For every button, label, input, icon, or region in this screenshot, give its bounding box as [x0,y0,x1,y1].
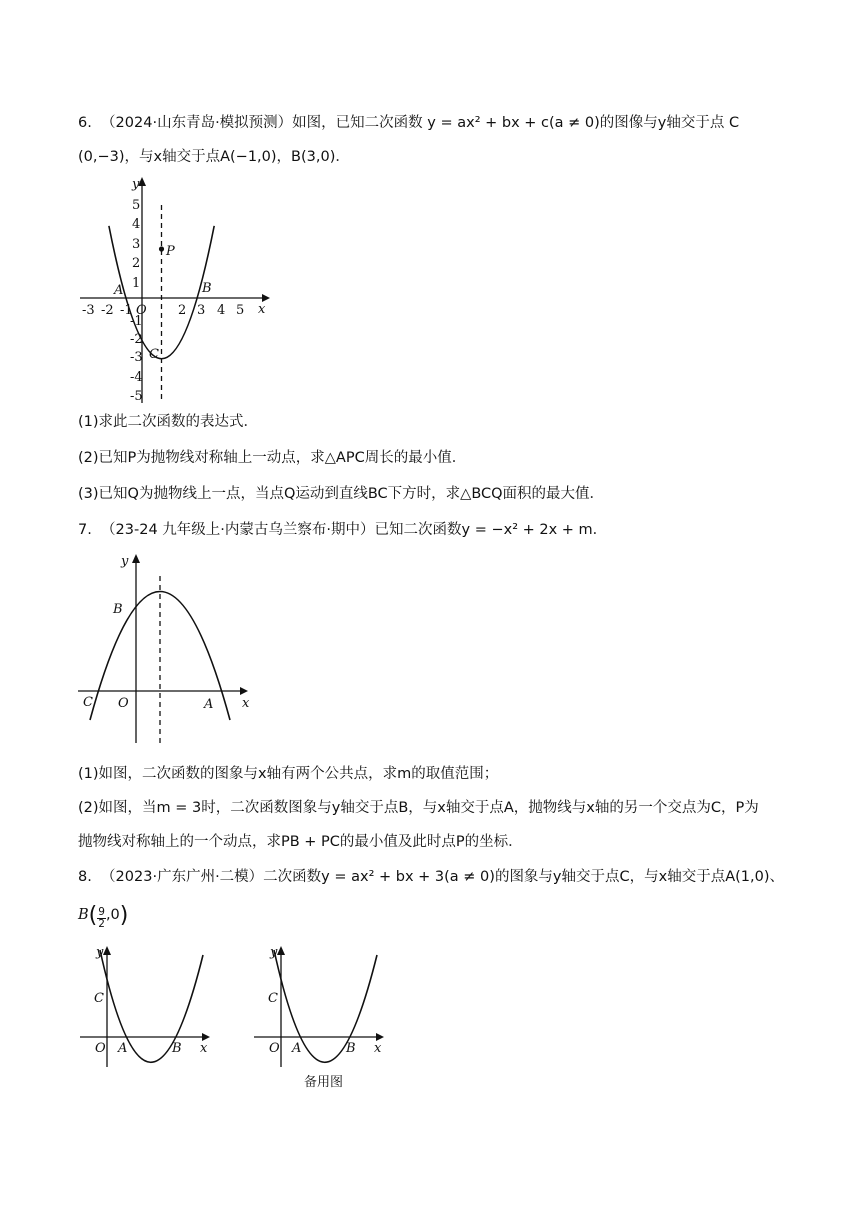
x-arrow [202,1033,210,1041]
q7-label-b: B [113,602,123,617]
q8-2-x-label: x [374,1041,382,1056]
q6-origin-label: O [136,303,147,318]
q7-sub2-line2: 抛物线对称轴上的一个动点，求PB + PC的最小值及此时点P的坐标． [78,834,523,850]
q6-x-tick: -2 [101,303,114,318]
q6-label-b: B [202,281,212,296]
q7-stem: 7. （23-24 九年级上·内蒙古乌兰察布·期中）已知二次函数y = −x² + 2x + m． [78,522,608,538]
q7-label-c: C [83,695,93,710]
q8-1-label-c: C [94,991,104,1006]
q8-2-y-label: y [270,945,278,960]
q6-x-tick: 4 [217,303,226,318]
q8-figure-2 [252,940,392,1075]
q8-1-label-a: A [118,1041,128,1056]
q8-2-label-a: A [292,1041,302,1056]
x-arrow [376,1033,384,1041]
q6-y-tick: 1 [132,276,141,291]
q8-stem-line1: 8. （2023·广东广州·二模）二次函数y = ax² + bx + 3(a ≠ 0)的图象与y轴交于点C，与x轴交于点A(1,0)、 [78,869,785,885]
y-arrow [277,946,285,955]
x-arrow [262,294,270,302]
q8-1-label-o: O [95,1041,106,1056]
q8-1-y-label: y [96,945,104,960]
q6-x-tick: -1 [120,303,133,318]
q6-x-tick: 2 [178,303,187,318]
q6-x-label: x [258,302,266,317]
q8-frac-den: 2 [98,918,105,930]
q8-2-label-b: B [346,1041,356,1056]
q6-y-label: y [132,177,140,192]
q6-sub1: (1)求此二次函数的表达式． [78,414,259,430]
y-arrow [132,554,140,563]
q7-label-o: O [118,696,129,711]
q6-x-tick: 5 [236,303,245,318]
q6-y-tick: -5 [130,389,143,404]
x-arrow [240,687,248,695]
q8-point-b: B [78,907,89,923]
q6-stem-line1: 6. （2024·山东青岛·模拟预测）如图，已知二次函数 y = ax² + bx + c(a ≠ 0)的图像与y轴交于点 C [78,115,740,131]
q6-label-p: P [166,244,175,259]
q8-point-b-y: ,0 [105,907,120,923]
q8-2-label-c: C [268,991,278,1006]
q6-y-tick: -1 [130,314,143,329]
q8-stem-line2: B( $\frac{9}{2}$ ,0) [78,903,129,930]
q8-2-label-o: O [269,1041,280,1056]
q6-y-tick: 4 [132,217,141,232]
q6-x-tick: 3 [197,303,206,318]
q8-1-label-b: B [172,1041,182,1056]
q8-frac-num: 9 [98,906,105,918]
q6-y-tick: 2 [132,256,141,271]
q8-2-parabola [274,950,377,1062]
q6-sub3: (3)已知Q为抛物线上一点，当点Q运动到直线BC下方时，求△BCQ面积的最大值． [78,486,605,502]
q6-y-tick: 5 [132,198,141,213]
q7-label-a: A [204,697,214,712]
q7-sub2-line1: (2)如图，当m = 3时，二次函数图象与y轴交于点B，与x轴交于点A，抛物线与x轴的另一个交点为C，P为 [78,800,759,816]
q7-figure [76,548,256,748]
q7-sub1: (1)如图，二次函数的图象与x轴有两个公共点，求m的取值范围； [78,766,499,782]
q8-1-x-label: x [200,1041,208,1056]
q6-figure [74,175,274,405]
q8-fraction [97,907,106,930]
q7-x-label: x [242,696,250,711]
q6-y-tick: -2 [130,332,143,347]
y-arrow [103,946,111,955]
q6-sub2: (2)已知P为抛物线对称轴上一动点，求△APC周长的最小值． [78,450,467,466]
q6-point-p [159,246,164,251]
q6-label-a: A [114,283,124,298]
q7-y-label: y [121,554,129,569]
q8-spare-figure-caption: 备用图 [304,1075,344,1090]
q6-y-tick: -4 [130,370,143,385]
q6-y-tick: -3 [130,350,143,365]
q6-y-tick: 3 [132,237,141,252]
q8-figure-1 [78,940,218,1075]
q6-stem-line2: (0,−3)，与x轴交于点A(−1,0)，B(3,0)． [78,149,350,165]
q8-1-parabola [100,950,203,1062]
q6-label-c: C [149,347,159,362]
q6-x-tick: -3 [82,303,95,318]
